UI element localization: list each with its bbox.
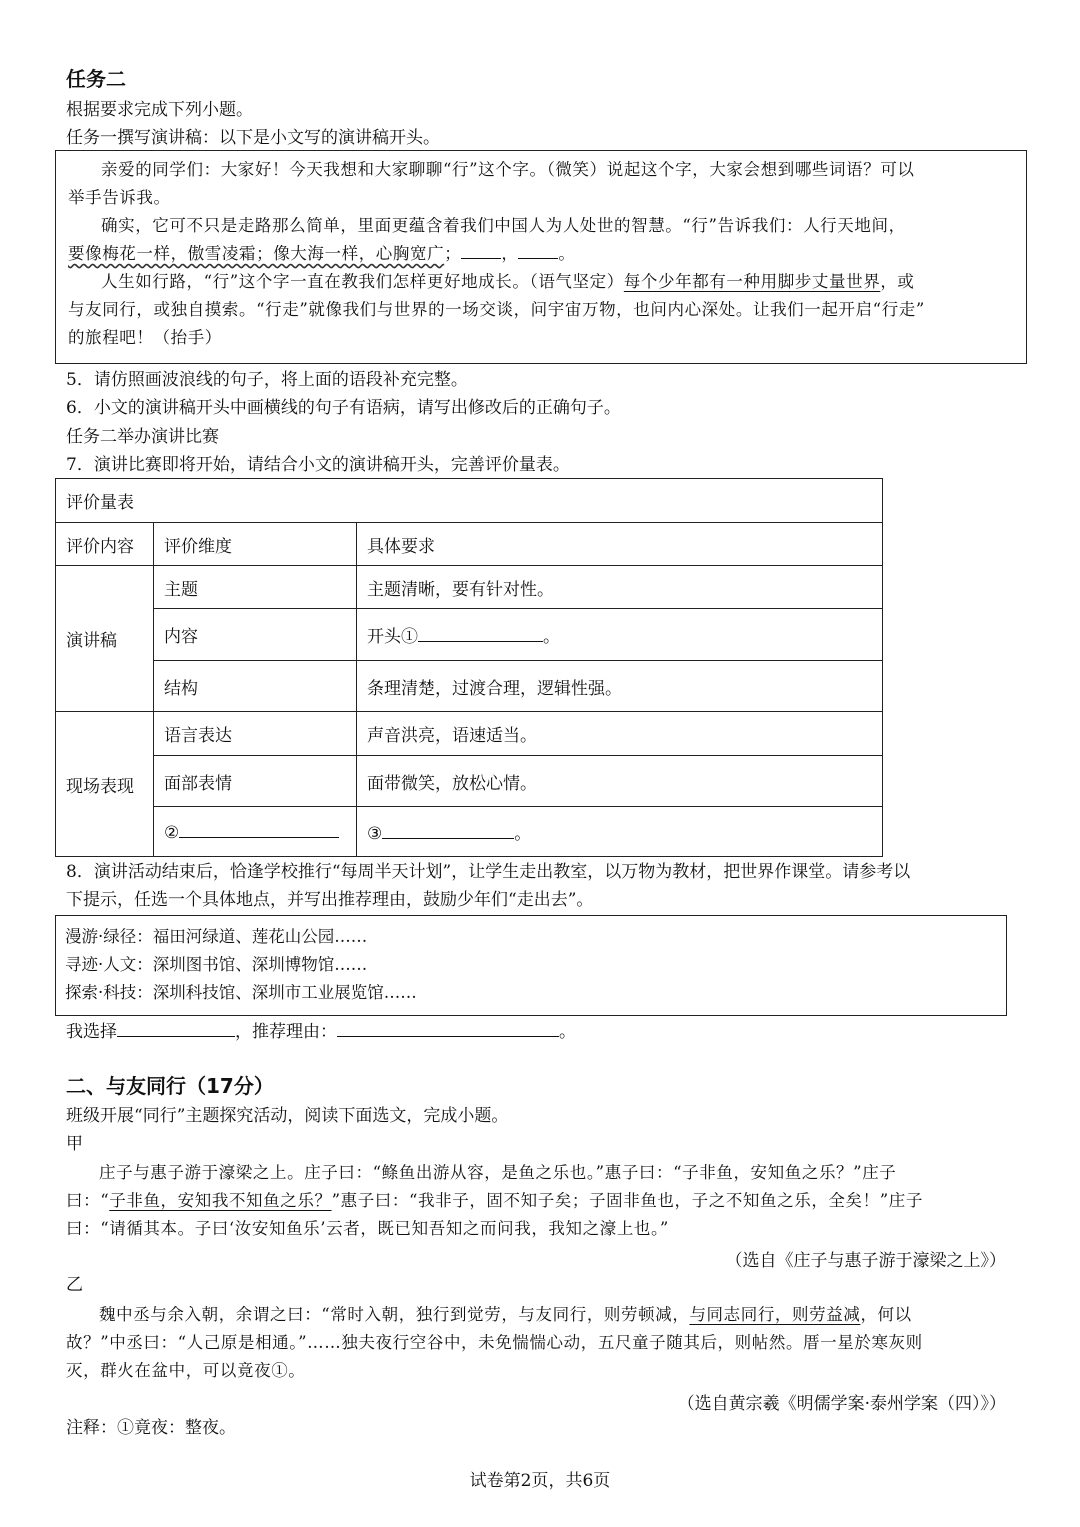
page-footer: 试卷第2页，共6页 xyxy=(469,1471,611,1491)
speech-p1a: 亲爱的同学们：大家好！今天我想和大家聊聊“行”这个字。（微笑）说起这个字，大家会想到哪些词语？可以 xyxy=(101,160,915,179)
dim-theme: 主题 xyxy=(154,566,357,609)
speech-box xyxy=(55,150,1027,364)
fill-blank-table-2[interactable] xyxy=(179,821,339,838)
speech-p3a: 人生如行路，“行”这个字一直在教我们怎样更好地成长。（语气坚定）每个少年都有一种用脚步丈量世界，或 xyxy=(101,272,915,291)
jia-line3: 曰：“请循其本。子曰‘汝安知鱼乐’云者，既已知吾知之而问我，我知之濠上也。” xyxy=(66,1219,669,1238)
dim-content: 内容 xyxy=(154,609,357,661)
fill-blank-table-3[interactable] xyxy=(382,822,514,839)
fill-blank-1[interactable] xyxy=(461,242,501,259)
section-intro: 班级开展“同行”主题探究活动，阅读下面选文，完成小题。 xyxy=(66,1106,509,1126)
passage-label-yi: 乙 xyxy=(66,1275,83,1295)
section-title: 二、与友同行（17分） xyxy=(66,1074,274,1098)
speech-p1b: 举手告诉我。 xyxy=(68,188,171,207)
speech-p3c: 的旅程吧！（抬手） xyxy=(68,328,222,347)
hint-item: 漫游·绿径：福田河绿道、莲花山公园…… xyxy=(65,927,368,946)
jia-line2: 曰：“子非鱼，安知我不知鱼之乐？”惠子曰：“我非子，固不知子矣；子固非鱼也，子之不知鱼之乐，全矣！”庄子 xyxy=(66,1191,923,1210)
table-caption: 评价量表 xyxy=(56,479,883,523)
instruction: 根据要求完成下列小题。 xyxy=(66,100,253,120)
speech-p2b: 要像梅花一样，傲雪凌霜；像大海一样，心胸宽广； ， 。 xyxy=(68,244,576,263)
req-blank: ③ 。 xyxy=(357,807,883,857)
answer-line: 我选择 ，推荐理由： 。 xyxy=(66,1022,576,1042)
header-requirement: 具体要求 xyxy=(357,523,883,566)
yi-line2: 故？”中丞曰：“人己原是相通。”……独夫夜行空谷中，未免惴惴心动，五尺童子随其后，则帖然。厝一星於寒灰则 xyxy=(66,1333,923,1352)
question-7: 7．演讲比赛即将开始，请结合小文的演讲稿开头，完善评价量表。 xyxy=(66,455,570,475)
group-speech: 演讲稿 xyxy=(56,566,154,712)
subtask2-intro: 任务二举办演讲比赛 xyxy=(66,427,219,447)
underlined-sentence: 每个少年都有一种用脚步丈量世界 xyxy=(623,272,881,291)
header-content: 评价内容 xyxy=(56,523,154,566)
question-8-line2: 下提示，任选一个具体地点，并写出推荐理由，鼓励少年们“走出去”。 xyxy=(66,890,594,910)
hint-item: 寻迹·人文：深圳图书馆、深圳博物馆…… xyxy=(65,955,368,974)
dim-language: 语言表达 xyxy=(154,712,357,756)
evaluation-table xyxy=(55,478,883,857)
underlined-sentence-jia: 子非鱼，安知我不知鱼之乐？ xyxy=(109,1191,332,1210)
annotation-note: 注释：①竟夜：整夜。 xyxy=(66,1418,236,1438)
dim-expression: 面部表情 xyxy=(154,756,357,807)
req-content: 开头① 。 xyxy=(357,609,883,661)
req-theme: 主题清晰，要有针对性。 xyxy=(357,566,883,609)
fill-blank-table-1[interactable] xyxy=(418,625,543,642)
hint-item: 探索·科技：深圳科技馆、深圳市工业展览馆…… xyxy=(65,983,417,1002)
group-performance: 现场表现 xyxy=(56,712,154,857)
question-5: 5．请仿照画波浪线的句子，将上面的语段补充完整。 xyxy=(66,370,468,390)
subtask-intro: 任务一撰写演讲稿：以下是小文写的演讲稿开头。 xyxy=(66,128,440,148)
underlined-sentence-yi: 与同志同行，则劳益减 xyxy=(689,1305,861,1324)
yi-line3: 灭，群火在盆中，可以竟夜①。 xyxy=(66,1361,306,1380)
reason-blank[interactable] xyxy=(337,1020,559,1037)
hints-box xyxy=(55,915,1007,1016)
yi-line1: 魏中丞与余入朝，余谓之曰：“常时入朝，独行到觉劳，与友同行，则劳顿减，与同志同行，则劳益减，何以 xyxy=(99,1305,912,1324)
passage-label-jia: 甲 xyxy=(66,1134,83,1154)
req-expression: 面带微笑，放松心情。 xyxy=(357,756,883,807)
header-dimension: 评价维度 xyxy=(154,523,357,566)
speech-p3b: 与友同行，或独自摸索。“行走”就像我们与世界的一场交谈，问宇宙万物，也问内心深处。让我们一起开启“行走” xyxy=(68,300,925,319)
req-language: 声音洪亮，语速适当。 xyxy=(357,712,883,756)
jia-line1: 庄子与惠子游于濠梁之上。庄子曰：“鲦鱼出游从容，是鱼之乐也。”惠子曰：“子非鱼，安知鱼之乐？”庄子 xyxy=(99,1163,897,1182)
question-6: 6．小文的演讲稿开头中画横线的句子有语病，请写出修改后的正确句子。 xyxy=(66,398,621,418)
req-structure: 条理清楚，过渡合理，逻辑性强。 xyxy=(357,661,883,712)
fill-blank-2[interactable] xyxy=(518,242,558,259)
dim-structure: 结构 xyxy=(154,661,357,712)
wavy-sentence: 要像梅花一样，傲雪凌霜；像大海一样，心胸宽广 xyxy=(68,244,445,263)
question-8-line1: 8．演讲活动结束后，恰逢学校推行“每周半天计划”，让学生走出教室，以万物为教材，把世界作课堂。请参考以 xyxy=(66,862,911,882)
yi-source: （选自黄宗羲《明儒学案·泰州学案（四）》） xyxy=(677,1394,1006,1414)
task-title: 任务二 xyxy=(66,67,126,91)
choice-blank[interactable] xyxy=(117,1020,235,1037)
jia-source: （选自《庄子与惠子游于濠梁之上》） xyxy=(725,1251,1006,1271)
dim-blank: ② xyxy=(154,807,357,857)
speech-p2a: 确实，它可不只是走路那么简单，里面更蕴含着我们中国人为人处世的智慧。“行”告诉我们：人行天地间， xyxy=(101,216,906,235)
